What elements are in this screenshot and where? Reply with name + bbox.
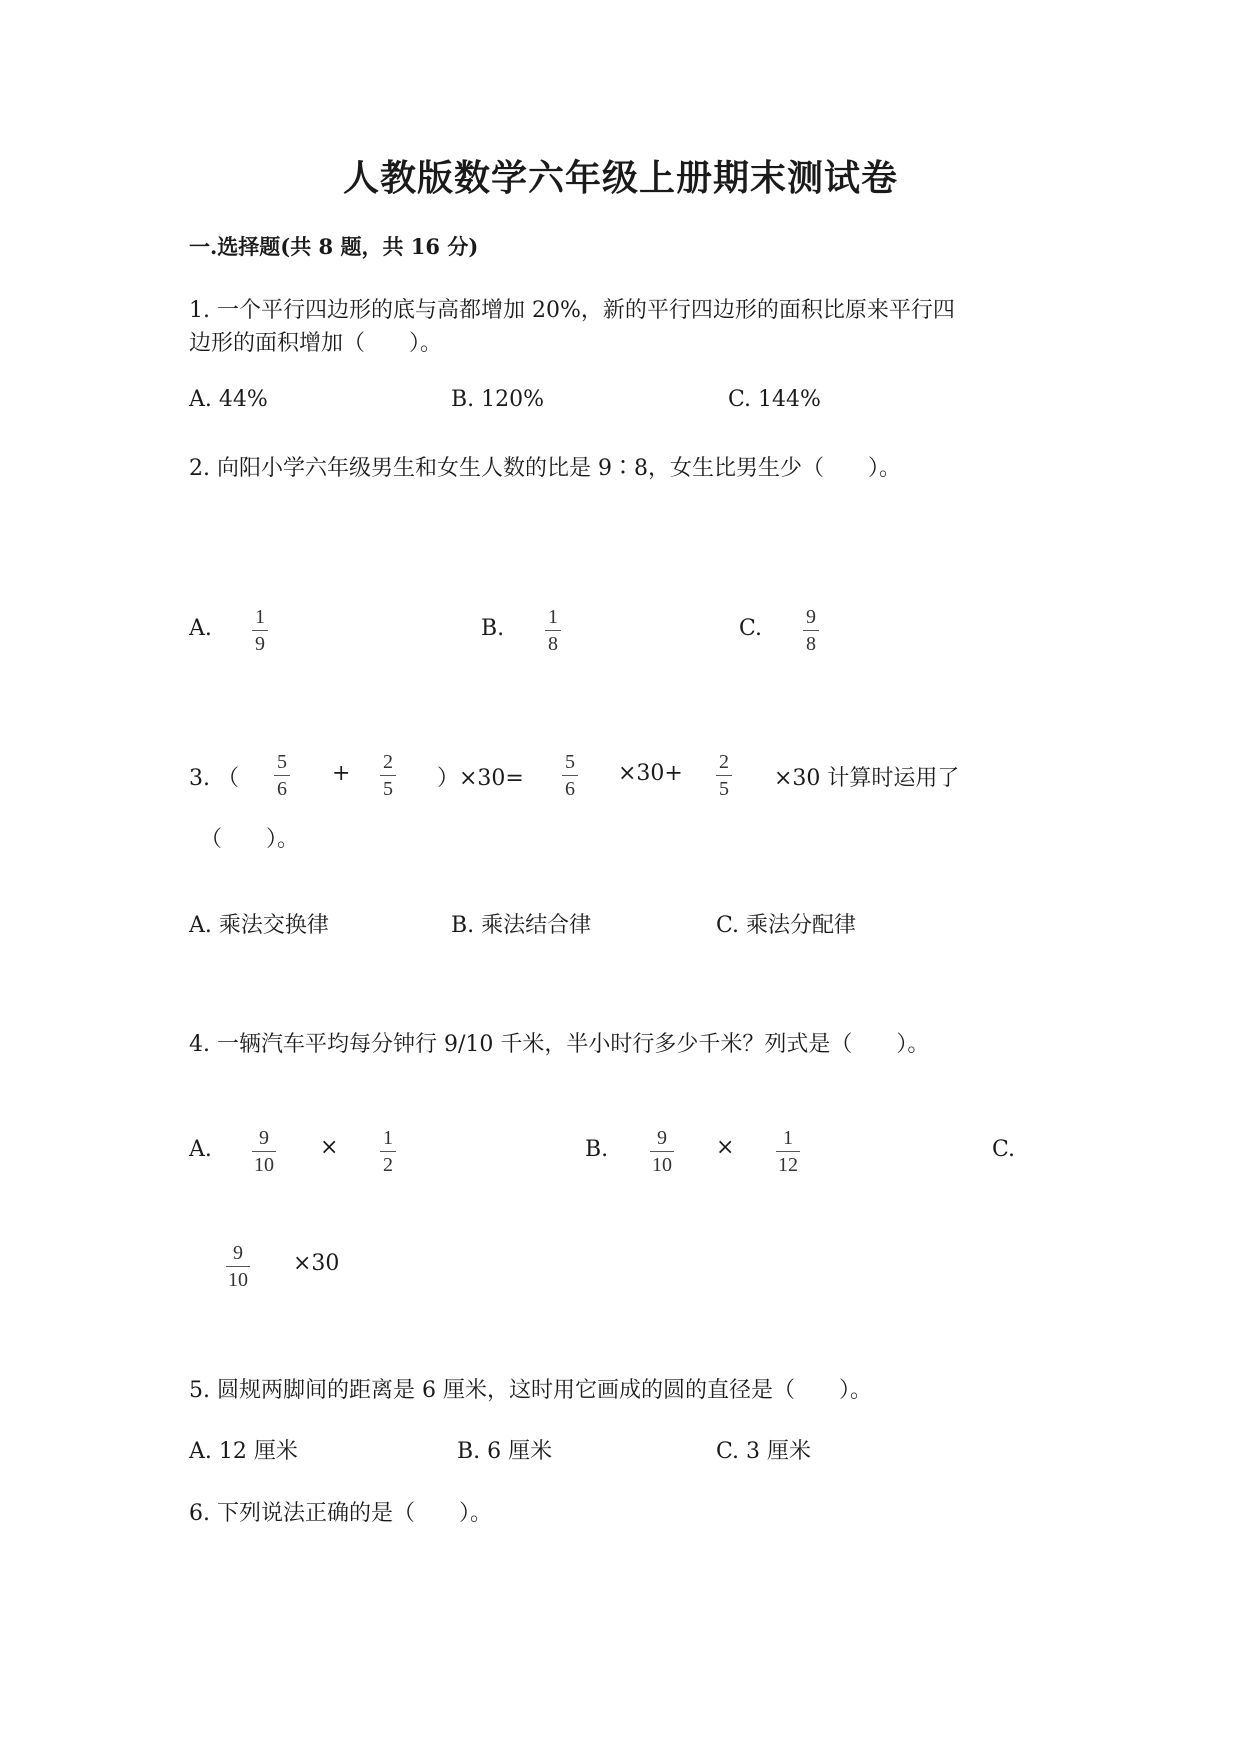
q3-text-line2: （ ）。 (200, 827, 300, 852)
q3-fraction-3 (562, 750, 578, 801)
q4-text: 4. 一辆汽车平均每分钟行 9/10 千米，半小时行多少千米？列式是（ ）。 (189, 1032, 930, 1057)
q3-prefix: 3. （ (189, 766, 239, 791)
fraction-bar (716, 775, 732, 776)
q3-fraction-2 (380, 750, 396, 801)
q4-option-b-times: × (716, 1135, 735, 1160)
fraction-denominator: 10 (652, 1154, 672, 1176)
fraction-denominator: 10 (254, 1154, 274, 1176)
page-title: 人教版数学六年级上册期末测试卷 (342, 157, 898, 199)
fraction-bar (650, 1151, 674, 1152)
fraction-bar (380, 775, 396, 776)
fraction-denominator: 6 (277, 778, 287, 800)
fraction-bar (226, 1266, 250, 1267)
fraction-denominator: 12 (778, 1154, 798, 1176)
q3-option-a: A. 乘法交换律 (189, 913, 329, 938)
q4-option-b-fraction-2 (776, 1126, 800, 1177)
q3-option-c: C. 乘法分配律 (716, 913, 857, 938)
q2-text: 2. 向阳小学六年级男生和女生人数的比是 9∶8，女生比男生少（ ）。 (189, 456, 901, 481)
fraction-denominator: 8 (806, 633, 816, 655)
fraction-numerator: 1 (783, 1127, 793, 1149)
section-heading: 一.选择题(共 8 题，共 16 分) (189, 234, 479, 259)
q5-text: 5. 圆规两脚间的距离是 6 厘米，这时用它画成的圆的直径是（ ）。 (189, 1378, 872, 1403)
fraction-denominator: 10 (228, 1269, 248, 1291)
fraction-numerator: 9 (233, 1242, 243, 1264)
fraction-numerator: 9 (259, 1127, 269, 1149)
q2-option-c-label: C. (739, 616, 763, 641)
fraction-numerator: 2 (383, 751, 393, 773)
q1-option-b: B. 120% (451, 387, 545, 412)
fraction-bar (274, 775, 290, 776)
fraction-numerator: 1 (255, 606, 265, 628)
q2-option-c-fraction (803, 605, 819, 656)
q1-option-c: C. 144% (728, 387, 821, 412)
q4-option-b-label: B. (585, 1137, 609, 1162)
fraction-numerator: 1 (548, 606, 558, 628)
q2-option-a-fraction (252, 605, 268, 656)
q5-option-c: C. 3 厘米 (716, 1439, 812, 1464)
fraction-numerator: 1 (383, 1127, 393, 1149)
fraction-numerator: 9 (806, 606, 816, 628)
q3-times30plus: ×30+ (618, 761, 683, 786)
q2-option-a-label: A. (189, 616, 212, 641)
fraction-numerator: 2 (719, 751, 729, 773)
q1-text-line2: 边形的面积增加（ ）。 (189, 331, 443, 356)
q4-option-c-tail: ×30 (293, 1251, 340, 1276)
q2-option-b-fraction (545, 605, 561, 656)
fraction-numerator: 9 (657, 1127, 667, 1149)
fraction-bar (803, 630, 819, 631)
fraction-numerator: 5 (277, 751, 287, 773)
fraction-denominator: 9 (255, 633, 265, 655)
q5-option-b: B. 6 厘米 (457, 1439, 553, 1464)
q6-text: 6. 下列说法正确的是（ ）。 (189, 1501, 492, 1526)
fraction-denominator: 5 (719, 778, 729, 800)
q1-text-line1: 1. 一个平行四边形的底与高都增加 20%，新的平行四边形的面积比原来平行四 (189, 298, 955, 323)
fraction-numerator: 5 (565, 751, 575, 773)
q4-option-a-times: × (320, 1135, 339, 1160)
q4-option-a-fraction-2 (380, 1126, 396, 1177)
fraction-denominator: 5 (383, 778, 393, 800)
q4-option-a-label: A. (189, 1137, 212, 1162)
q3-option-b: B. 乘法结合律 (451, 913, 592, 938)
fraction-bar (252, 1151, 276, 1152)
q4-option-c-label: C. (992, 1137, 1016, 1162)
q2-option-b-label: B. (481, 616, 505, 641)
fraction-denominator: 8 (548, 633, 558, 655)
q4-option-c-fraction (226, 1241, 250, 1292)
q1-option-a: A. 44% (189, 387, 268, 412)
q4-option-a-fraction-1 (252, 1126, 276, 1177)
fraction-bar (562, 775, 578, 776)
q5-option-a: A. 12 厘米 (189, 1439, 298, 1464)
fraction-bar (252, 630, 268, 631)
fraction-bar (776, 1151, 800, 1152)
fraction-bar (545, 630, 561, 631)
fraction-denominator: 2 (383, 1154, 393, 1176)
fraction-denominator: 6 (565, 778, 575, 800)
fraction-bar (380, 1151, 396, 1152)
q4-option-b-fraction-1 (650, 1126, 674, 1177)
q3-fraction-1 (274, 750, 290, 801)
q3-suffix: ×30 计算时运用了 (774, 766, 960, 791)
q3-mid: ）×30= (437, 766, 524, 791)
q3-plus: + (332, 761, 351, 786)
q3-fraction-4 (716, 750, 732, 801)
